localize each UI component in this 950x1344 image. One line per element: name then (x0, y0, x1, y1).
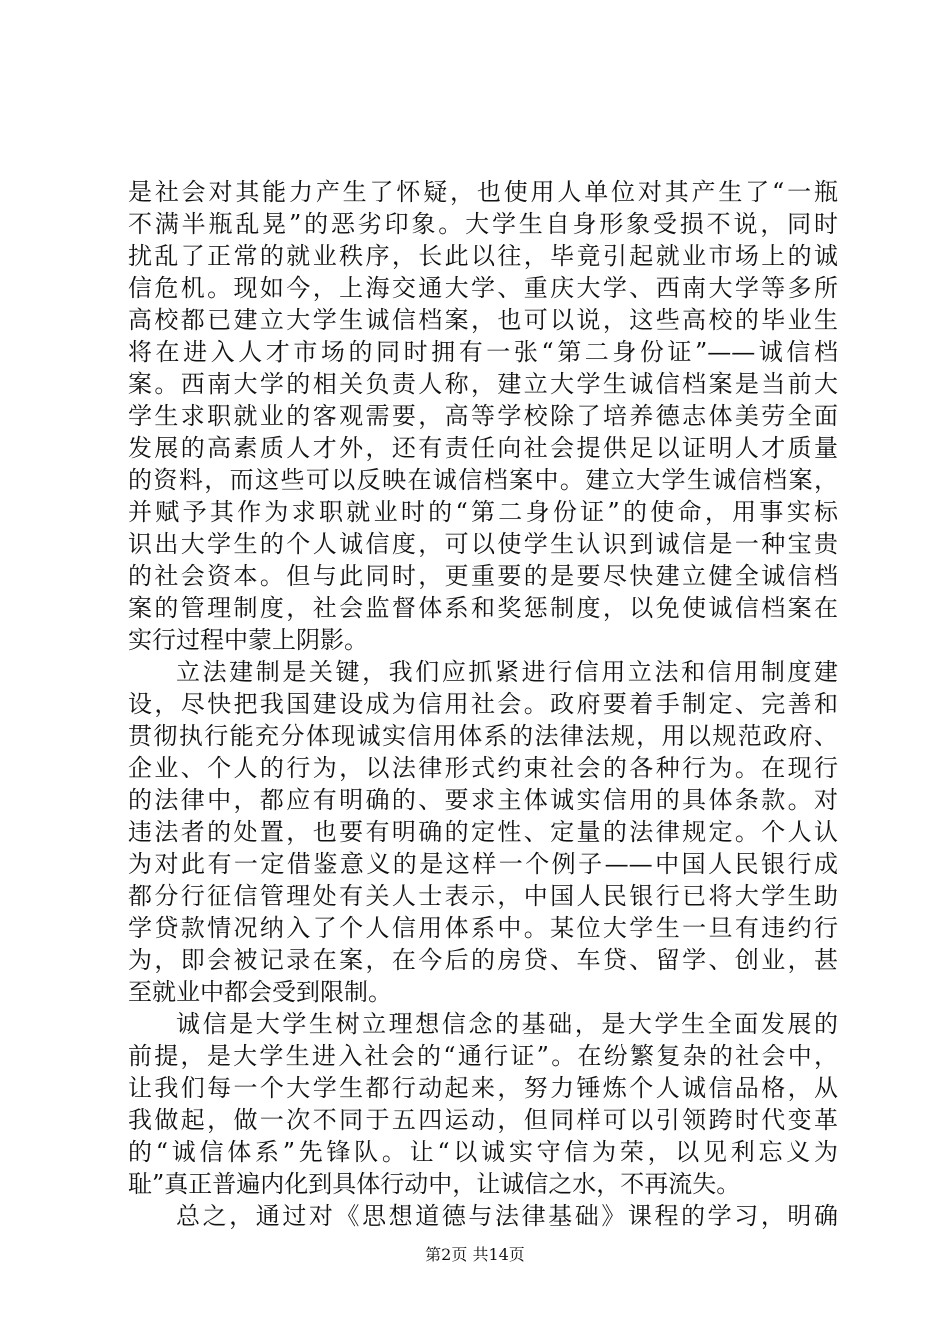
text-line: 让我们每一个大学生都行动起来，努力锤炼个人诚信品格，从 (128, 1074, 838, 1102)
text-line: 并赋予其作为求职就业时的“第二身份证”的使命，用事实标 (128, 498, 838, 526)
document-body (128, 176, 838, 1232)
text-line: 信危机。现如今，上海交通大学、重庆大学、西南大学等多所 (128, 274, 838, 302)
text-line: 不满半瓶乱晃”的恶劣印象。大学生自身形象受损不说，同时 (128, 210, 838, 238)
text-line: 贯彻执行能充分体现诚实信用体系的法律法规，用以规范政府、 (128, 722, 838, 750)
text-line: 学贷款情况纳入了个人信用体系中。某位大学生一旦有违约行 (128, 914, 838, 942)
text-line: 学生求职就业的客观需要，高等学校除了培养德志体美劳全面 (128, 402, 838, 430)
paragraph-start-line: 诚信是大学生树立理想信念的基础，是大学生全面发展的 (176, 1010, 838, 1038)
paragraph-start-line: 立法建制是关键，我们应抓紧进行信用立法和信用制度建 (176, 658, 838, 686)
text-line: 的“诚信体系”先锋队。让“以诚实守信为荣，以见利忘义为 (128, 1138, 838, 1166)
text-line: 设，尽快把我国建设成为信用社会。政府要着手制定、完善和 (128, 690, 838, 718)
text-line: 识出大学生的个人诚信度，可以使学生认识到诚信是一种宝贵 (128, 530, 838, 558)
paragraph-start-line: 总之，通过对《思想道德与法律基础》课程的学习，明确 (176, 1202, 838, 1230)
text-line: 违法者的处置，也要有明确的定性、定量的法律规定。个人认 (128, 818, 838, 846)
text-line: 我做起，做一次不同于五四运动，但同样可以引领跨时代变革 (128, 1106, 838, 1134)
text-line: 的资料，而这些可以反映在诚信档案中。建立大学生诚信档案， (128, 466, 838, 494)
text-line: 企业、个人的行为，以法律形式约束社会的各种行为。在现行 (128, 754, 838, 782)
text-line: 将在进入人才市场的同时拥有一张“第二身份证”——诚信档 (128, 338, 838, 366)
text-line: 为，即会被记录在案，在今后的房贷、车贷、留学、创业，甚 (128, 946, 838, 974)
text-line: 至就业中都会受到限制。 (128, 978, 392, 1006)
text-line: 实行过程中蒙上阴影。 (128, 626, 368, 654)
page-number-footer: 第2页 共14页 (425, 1245, 525, 1264)
text-line: 前提，是大学生进入社会的“通行证”。在纷繁复杂的社会中， (128, 1042, 838, 1070)
text-line: 为对此有一定借鉴意义的是这样一个例子——中国人民银行成 (128, 850, 838, 878)
text-line: 扰乱了正常的就业秩序，长此以往，毕竟引起就业市场上的诚 (128, 242, 838, 270)
text-line: 发展的高素质人才外，还有责任向社会提供足以证明人才质量 (128, 434, 838, 462)
text-line: 高校都已建立大学生诚信档案，也可以说，这些高校的毕业生 (128, 306, 838, 334)
text-line: 案的管理制度，社会监督体系和奖惩制度，以免使诚信档案在 (128, 594, 838, 622)
text-line: 耻”真正普遍内化到具体行动中，让诚信之水，不再流失。 (128, 1170, 741, 1198)
text-line: 案。西南大学的相关负责人称，建立大学生诚信档案是当前大 (128, 370, 838, 398)
text-line: 的法律中，都应有明确的、要求主体诚实信用的具体条款。对 (128, 786, 838, 814)
text-line: 是社会对其能力产生了怀疑，也使用人单位对其产生了“一瓶 (128, 178, 838, 206)
text-line: 都分行征信管理处有关人士表示，中国人民银行已将大学生助 (128, 882, 838, 910)
text-line: 的社会资本。但与此同时，更重要的是要尽快建立健全诚信档 (128, 562, 838, 590)
